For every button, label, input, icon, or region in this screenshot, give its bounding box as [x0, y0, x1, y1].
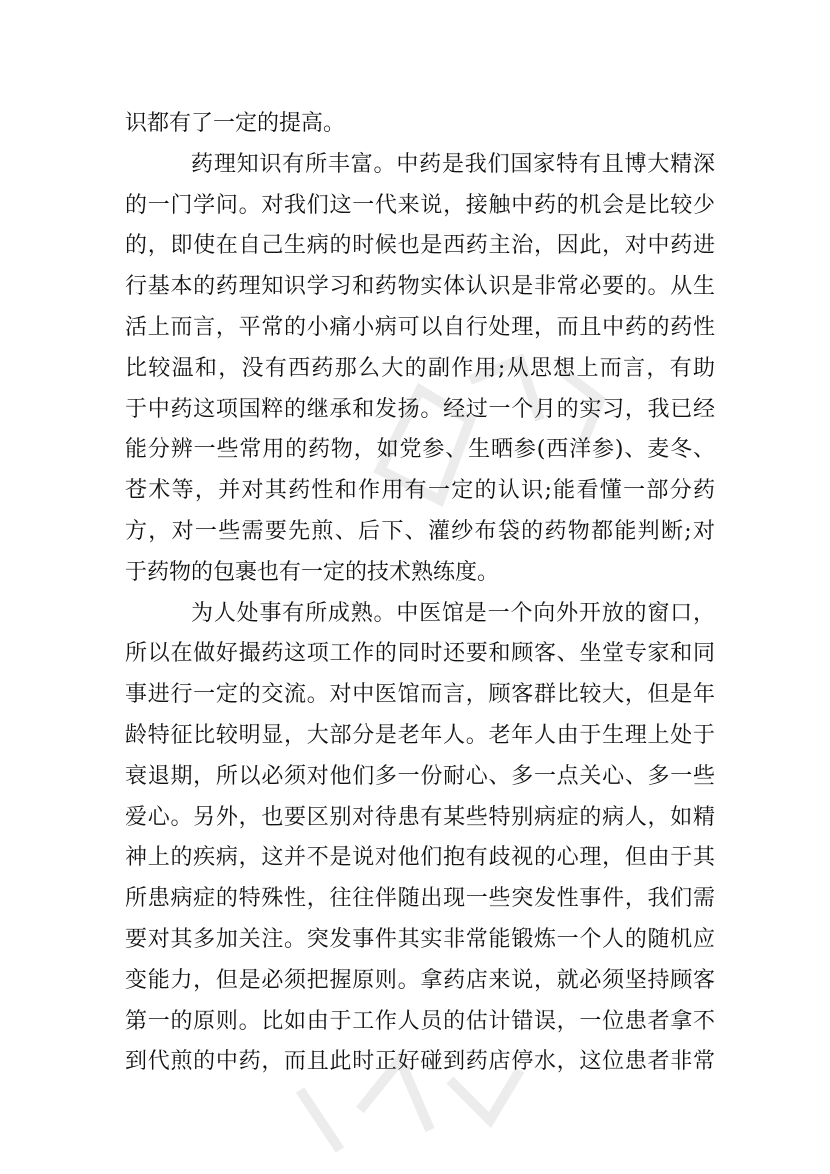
text-line: 要对其多加关注。突发事件其实非常能锻炼一个人的随机应 [125, 926, 715, 952]
text-line: 活上而言，平常的小痛小病可以自行处理，而且中药的药性 [125, 314, 715, 340]
text-line: 神上的疾病，这并不是说对他们抱有歧视的心理，但由于其 [125, 845, 715, 871]
text-line: 衰退期，所以必须对他们多一份耐心、多一点关心、多一些 [125, 763, 715, 789]
text-line: 龄特征比较明显，大部分是老年人。老年人由于生理上处于 [125, 722, 715, 748]
paragraph [125, 104, 715, 145]
text-line: 所以在做好撮药这项工作的同时还要和顾客、坐堂专家和同 [125, 641, 715, 667]
text-line: 识都有了一定的提高。 [125, 111, 346, 136]
text-line: 苍术等，并对其药性和作用有一定的认识;能看懂一部分药 [125, 478, 715, 504]
text-line: 能分辨一些常用的药物，如党参、生晒参(西洋参)、麦冬、 [125, 437, 715, 463]
text-line: 的，即使在自己生病的时候也是西药主治，因此，对中药进 [125, 233, 715, 259]
text-line: 所患病症的特殊性，往往伴随出现一些突发性事件，我们需 [125, 886, 715, 912]
text-line: 到代煎的中药，而且此时正好碰到药店停水，这位患者非常 [125, 1049, 715, 1075]
text-line: 于药物的包裹也有一定的技术熟练度。 [125, 559, 500, 585]
text-line: 行基本的药理知识学习和药物实体认识是非常必要的。从生 [125, 274, 715, 300]
text-line: 比较温和，没有西药那么大的副作用;从思想上而言，有助 [125, 355, 715, 381]
text-line: 于中药这项国粹的继承和发扬。经过一个月的实习，我已经 [125, 396, 715, 422]
text-line: 事进行一定的交流。对中医馆而言，顾客群比较大，但是年 [125, 682, 715, 708]
body-text [125, 104, 715, 1083]
paragraph [125, 145, 715, 594]
text-line: 为人处事有所成熟。中医馆是一个向外开放的窗口， [191, 600, 715, 626]
text-line: 方，对一些需要先煎、后下、灌纱布袋的药物都能判断;对 [125, 518, 715, 544]
text-line: 爱心。另外，也要区别对待患有某些特别病症的病人，如精 [125, 804, 715, 830]
text-line: 的一门学问。对我们这一代来说，接触中药的机会是比较少 [125, 192, 715, 218]
paragraph [125, 594, 715, 1084]
text-line: 变能力，但是必须把握原则。拿药店来说，就必须坚持顾客 [125, 967, 715, 993]
text-line: 药理知识有所丰富。中药是我们国家特有且博大精深 [191, 151, 715, 177]
text-line: 第一的原则。比如由于工作人员的估计错误，一位患者拿不 [125, 1008, 715, 1034]
